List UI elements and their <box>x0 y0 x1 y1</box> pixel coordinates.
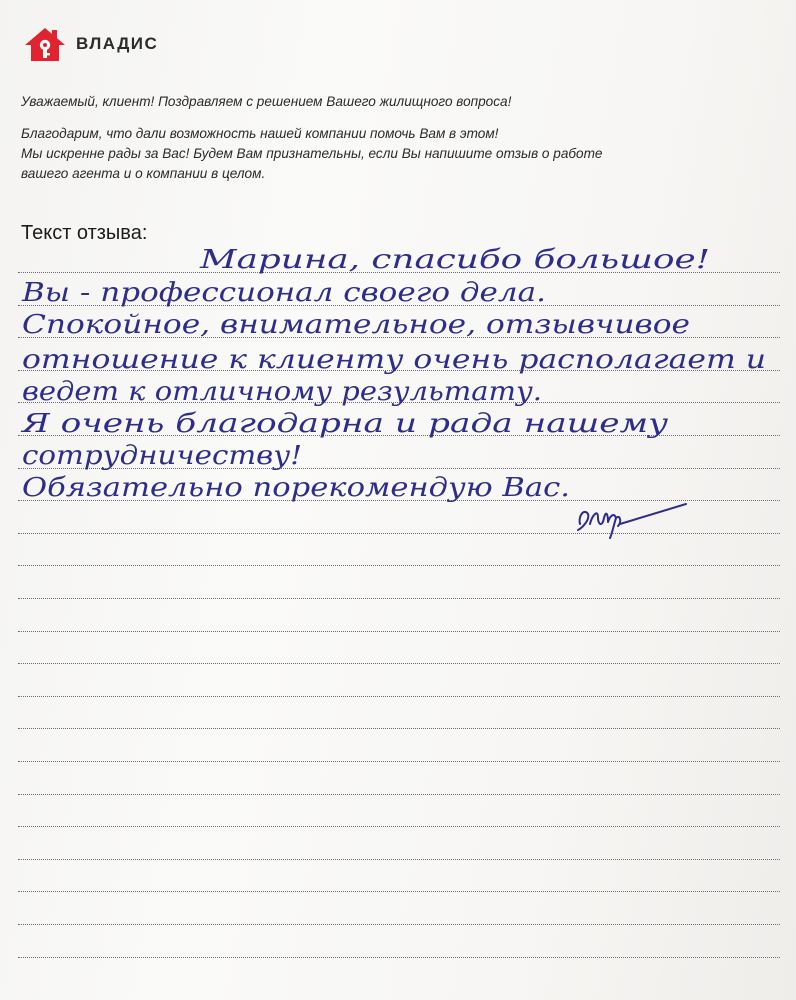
signature <box>574 494 694 540</box>
handwritten-line: отношение к клиенту очень располагает и <box>22 345 767 375</box>
intro-line-1: Благодарим, что дали возможность нашей компании помочь Вам в этом! <box>21 126 499 141</box>
handwritten-line: сотрудничеству! <box>22 441 302 471</box>
handwritten-line: Я очень благодарна и рада нашему <box>20 409 668 439</box>
handwritten-line: Обязательно порекомендую Вас. <box>22 473 570 503</box>
handwritten-line: Марина, спасибо большое! <box>198 245 710 275</box>
handwritten-line: Спокойное, внимательное, отзывчивое <box>22 310 690 340</box>
greeting-text: Уважаемый, клиент! Поздравляем с решением Вашего жилищного вопроса! <box>21 94 512 109</box>
handwritten-line: ведет к отличному результату. <box>22 377 542 407</box>
brand-name: ВЛАДИС <box>76 34 159 53</box>
handwritten-line: Вы - профессионал своего дела. <box>20 278 547 308</box>
intro-line-3: вашего агента и о компании в целом. <box>21 166 266 181</box>
review-label: Текст отзыва: <box>21 222 148 244</box>
intro-line-2: Мы искренне рады за Вас! Будем Вам признательны, если Вы напишите отзыв о работе <box>21 146 603 161</box>
